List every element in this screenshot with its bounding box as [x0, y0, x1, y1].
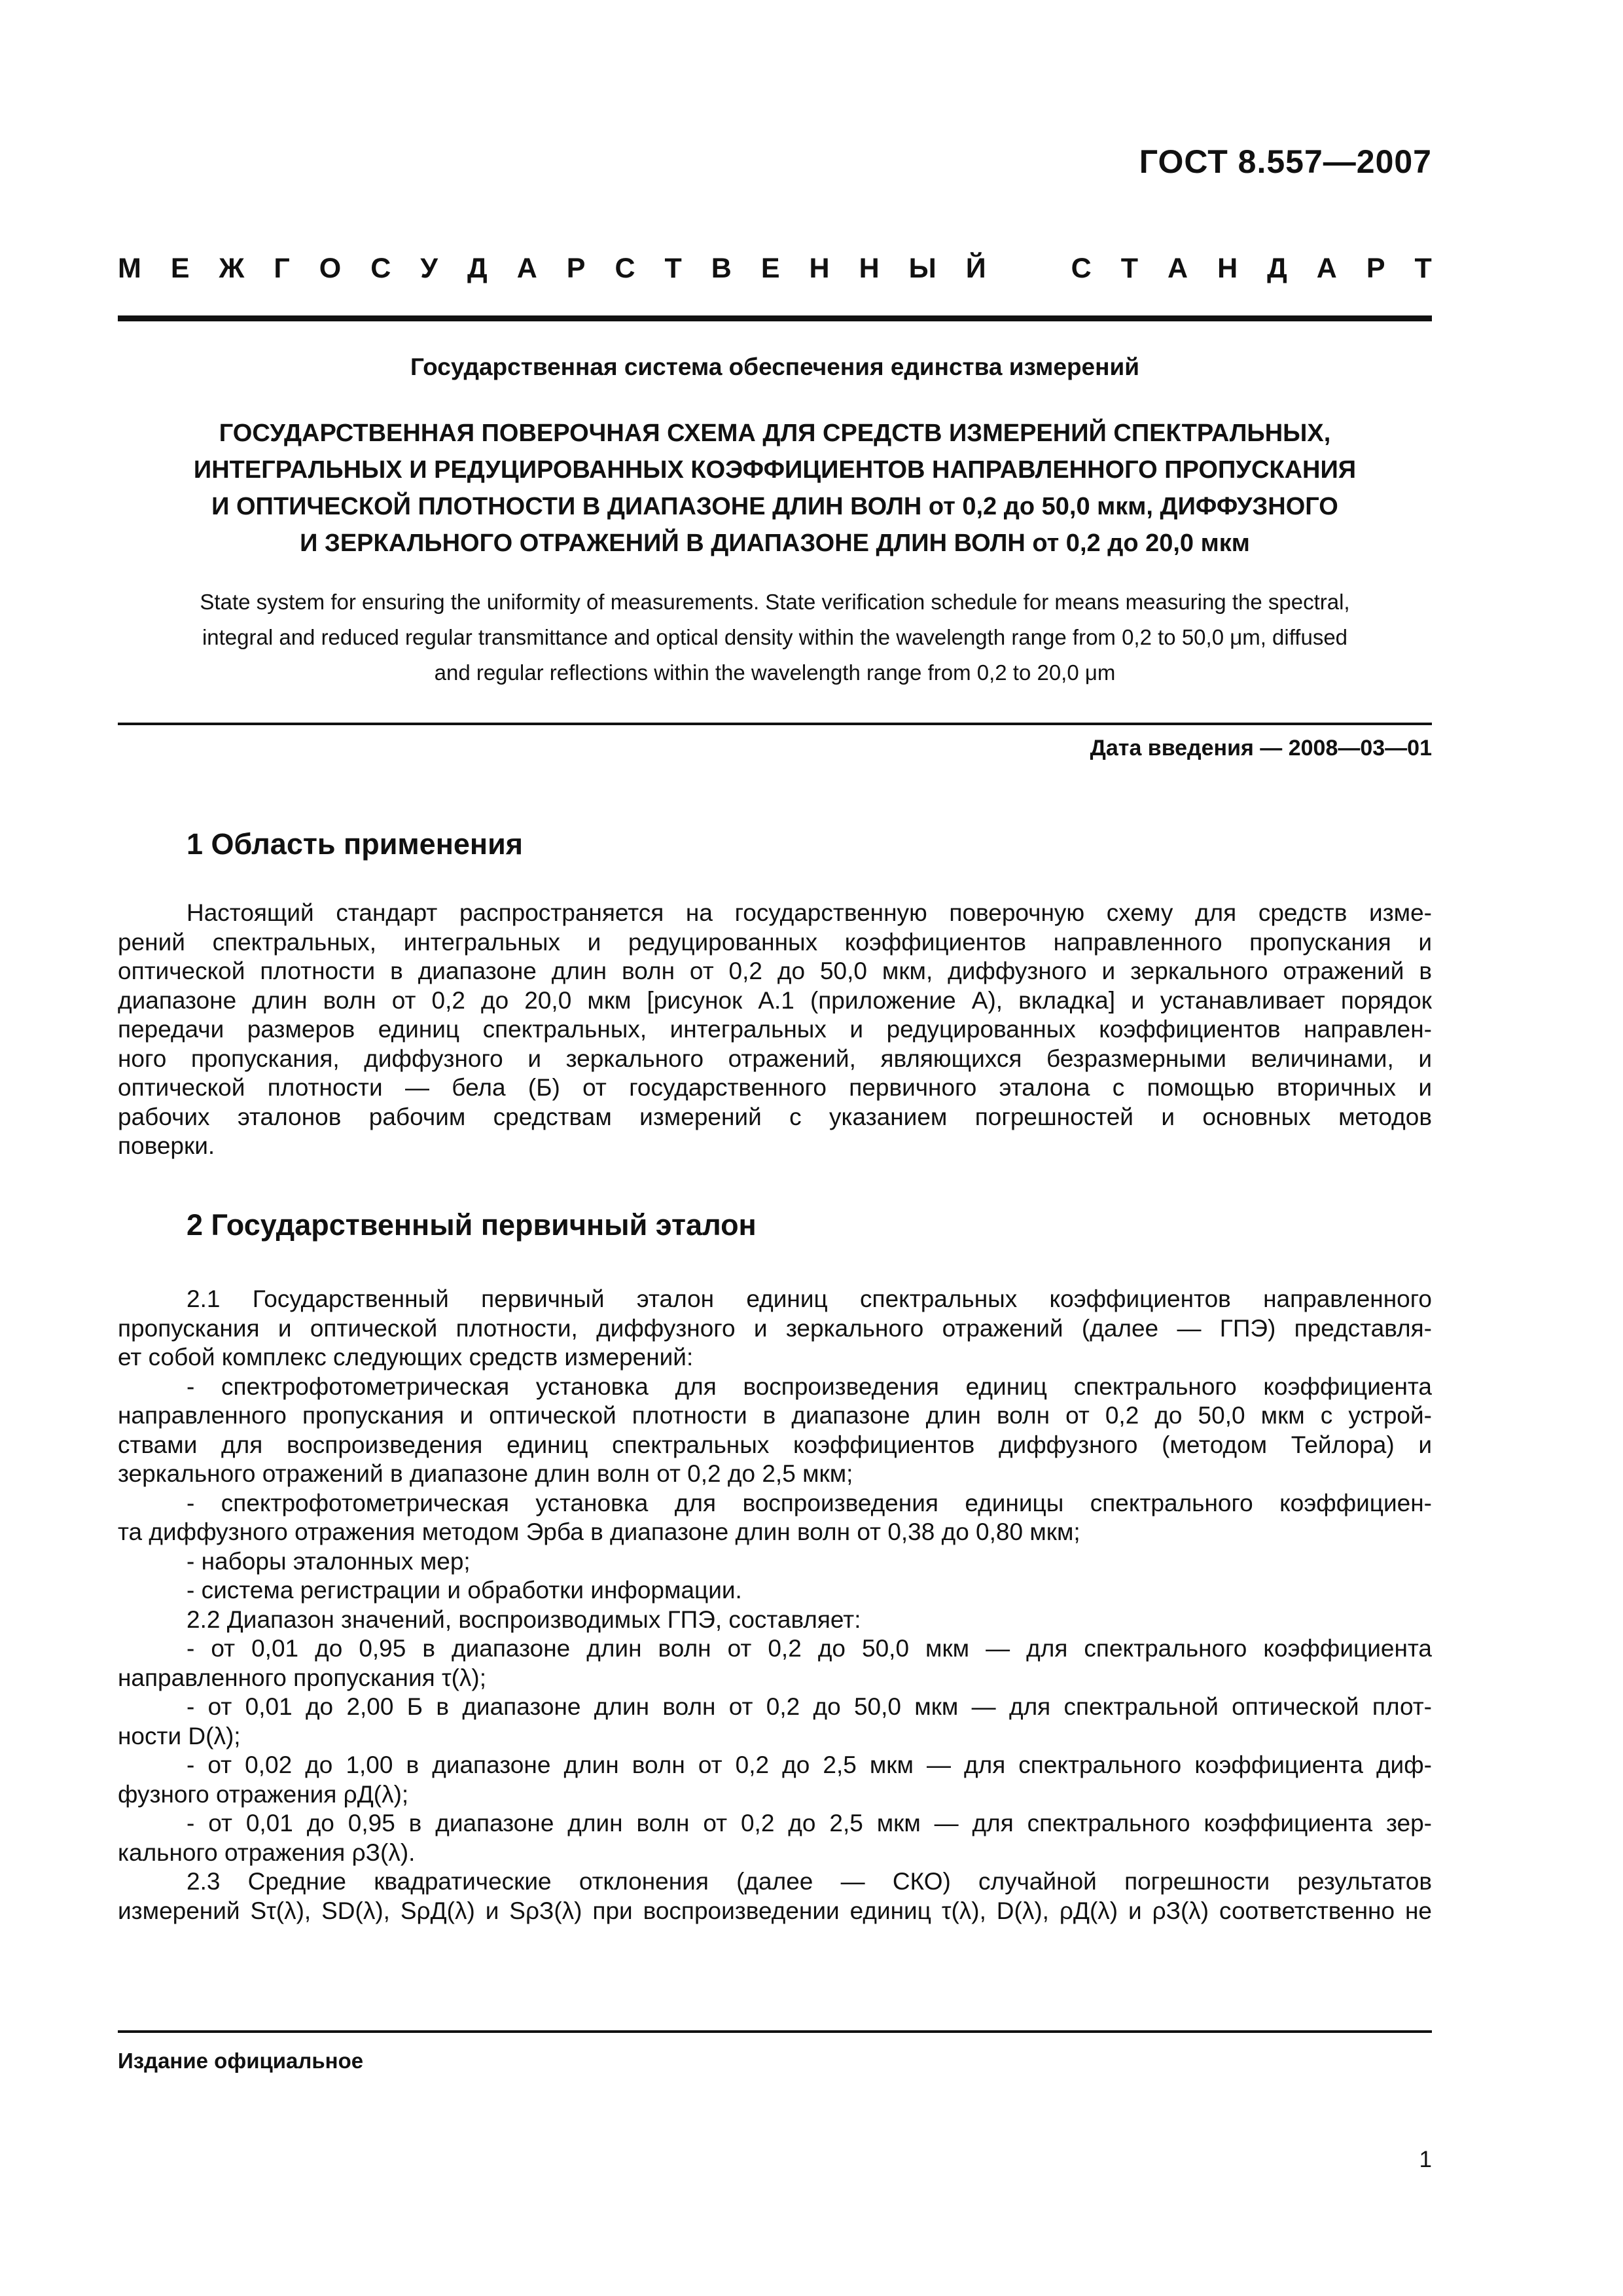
body-line: 2.2 Диапазон значений, воспроизводимых ГПЭ, составляет: — [187, 1605, 861, 1633]
banner-letter: А — [1168, 253, 1188, 284]
banner-letter: Й — [965, 253, 986, 284]
banner-letter: У — [420, 253, 438, 284]
body-line: Настоящий стандарт распространяется на государственную поверочную схему для средств изме- — [187, 899, 1432, 926]
body-line: - от 0,02 до 1,00 в диапазоне длин волн от 0,2 до 2,5 мкм — для спектрального коэффициента диф- — [187, 1751, 1432, 1778]
title-line: И ЗЕРКАЛЬНОГО ОТРАЖЕНИЙ В ДИАПАЗОНЕ ДЛИН ВОЛН от 0,2 до 20,0 мкм — [300, 529, 1250, 557]
banner-letter: Т — [664, 253, 682, 284]
body-line: - от 0,01 до 0,95 в диапазоне длин волн от 0,2 до 50,0 мкм — для спектрального коэффициента — [187, 1635, 1432, 1662]
body-line: фузного отражения ρД(λ); — [118, 1780, 409, 1808]
banner-letter: Н — [859, 253, 880, 284]
body-line: - от 0,01 до 2,00 Б в диапазоне длин волн от 0,2 до 50,0 мкм — для спектральной оптической плот- — [187, 1693, 1432, 1720]
banner-letter: Е — [760, 253, 780, 284]
title-line: ГОСУДАРСТВЕННАЯ ПОВЕРОЧНАЯ СХЕМА ДЛЯ СРЕДСТВ ИЗМЕРЕНИЙ СПЕКТРАЛЬНЫХ, — [219, 420, 1331, 447]
body-line: 2.1 Государственный первичный эталон единиц спектральных коэффициентов направленного — [187, 1285, 1432, 1312]
banner-letter: Т — [1120, 253, 1139, 284]
banner-letter: Т — [1414, 253, 1432, 284]
system-subtitle: Государственная система обеспечения единства измерений — [410, 353, 1139, 380]
banner-letter: Д — [467, 253, 488, 284]
body-line: направленного пропускания τ(λ); — [118, 1664, 487, 1691]
banner-letter: С — [615, 253, 635, 284]
title-divider — [118, 723, 1432, 725]
introduction-date: Дата введения — 2008—03—01 — [1090, 736, 1432, 761]
section-1-heading: 1 Область применения — [187, 827, 524, 861]
body-line: - от 0,01 до 0,95 в диапазоне длин волн от 0,2 до 2,5 мкм — для спектрального коэффициента зер- — [187, 1810, 1432, 1837]
body-line: поверки. — [118, 1132, 215, 1159]
body-line: передачи размеров единиц спектральных, интегральных и редуцированных коэффициентов направлен- — [118, 1016, 1432, 1043]
banner-letter: Г — [274, 253, 290, 284]
section-2-heading: 2 Государственный первичный эталон — [187, 1208, 757, 1242]
body-line: диапазоне длин волн от 0,2 до 20,0 мкм [рисунок А.1 (приложение А), вкладка] и устанавливает порядок — [118, 986, 1432, 1014]
body-line: направленного пропускания и оптической плотности в диапазоне длин волн от 0,2 до 50,0 мкм с устрой- — [118, 1402, 1432, 1429]
body-line: - система регистрации и обработки информации. — [187, 1577, 742, 1604]
body-line: ет собой комплекс следующих средств измерений: — [118, 1344, 694, 1371]
body-line: рений спектральных, интегральных и редуцированных коэффициентов направленного пропускания и — [118, 928, 1432, 956]
official-edition-label: Издание официальное — [118, 2049, 364, 2073]
banner-letter: Е — [170, 253, 190, 284]
english-title-line: integral and reduced regular transmittance and optical density within the wavelength range from 0,2 to 50,0 μm, diffused — [202, 625, 1348, 649]
body-line: измерений Sτ(λ), SD(λ), SρД(λ) и SρЗ(λ) при воспроизведении единиц τ(λ), D(λ), ρД(λ) и ρЗ(λ) соответственно не — [118, 1897, 1432, 1924]
body-line: ности D(λ); — [118, 1722, 241, 1749]
banner-letter: А — [516, 253, 537, 284]
english-title-line: and regular reflections within the wavelength range from 0,2 to 20,0 μm — [434, 660, 1116, 685]
body-line: пропускания и оптической плотности, диффузного и зеркального отражений (далее — ГПЭ) представля- — [118, 1314, 1432, 1342]
banner-letter: Д — [1267, 253, 1287, 284]
title-line: И ОПТИЧЕСКОЙ ПЛОТНОСТИ В ДИАПАЗОНЕ ДЛИН ВОЛН от 0,2 до 50,0 мкм, ДИФФУЗНОГО — [211, 493, 1338, 520]
body-line: оптической плотности в диапазоне длин волн от 0,2 до 50,0 мкм, диффузного и зеркального отражений в — [118, 958, 1432, 984]
banner-letter: Р — [566, 253, 586, 284]
banner-letter: О — [319, 253, 342, 284]
title-line: ИНТЕГРАЛЬНЫХ И РЕДУЦИРОВАННЫХ КОЭФФИЦИЕНТОВ НАПРАВЛЕННОГО ПРОПУСКАНИЯ — [193, 456, 1357, 484]
body-line: ствами для воспроизведения единиц спектральных коэффициентов диффузного (методом Тейлора) и — [118, 1431, 1432, 1458]
body-line: - наборы эталонных мер; — [187, 1547, 471, 1575]
body-line: - спектрофотометрическая установка для воспроизведения единиц спектрального коэффициента — [187, 1372, 1432, 1400]
body-line: зеркального отражений в диапазоне длин волн от 0,2 до 2,5 мкм; — [118, 1460, 853, 1487]
banner-letter: С — [1071, 253, 1092, 284]
body-line: оптической плотности — бела (Б) от государственного первичного эталона с помощью вторичных и — [118, 1074, 1432, 1101]
body-line: та диффузного отражения методом Эрба в диапазоне длин волн от 0,38 до 0,80 мкм; — [118, 1518, 1080, 1545]
banner-letter: Р — [1366, 253, 1385, 284]
body-line: 2.3 Средние квадратические отклонения (далее — СКО) случайной погрешности результатов — [187, 1868, 1432, 1895]
banner-letter: Ы — [908, 253, 936, 284]
section-2-body — [118, 1285, 1432, 1926]
standard-type-banner — [118, 253, 1432, 285]
document-designation: ГОСТ 8.557—2007 — [1139, 143, 1432, 180]
banner-letter: В — [711, 253, 732, 284]
banner-letter: Н — [809, 253, 830, 284]
banner-letter: А — [1316, 253, 1337, 284]
body-line: ного пропускания, диффузного и зеркального отражений, являющихся безразмерными величинами, и — [118, 1045, 1432, 1072]
banner-letter: Ж — [219, 253, 245, 284]
footer-divider — [118, 2030, 1432, 2033]
english-title-line: State system for ensuring the uniformity of measurements. State verification schedule for means measuring the spectral, — [200, 590, 1350, 614]
body-line: - спектрофотометрическая установка для воспроизведения единицы спектрального коэффициен- — [187, 1489, 1432, 1516]
banner-letter — [1016, 253, 1042, 285]
banner-letter: М — [118, 253, 141, 284]
banner-letter: С — [370, 253, 391, 284]
page-number: 1 — [1419, 2147, 1432, 2172]
section-1-body — [118, 899, 1432, 1161]
english-title — [118, 584, 1432, 691]
header-divider — [118, 315, 1432, 321]
banner-letter: Н — [1217, 253, 1238, 284]
document-title — [118, 415, 1432, 562]
body-line: кального отражения ρЗ(λ). — [118, 1839, 416, 1866]
body-line: рабочих эталонов рабочим средствам измерений с указанием погрешностей и основных методов — [118, 1103, 1432, 1130]
